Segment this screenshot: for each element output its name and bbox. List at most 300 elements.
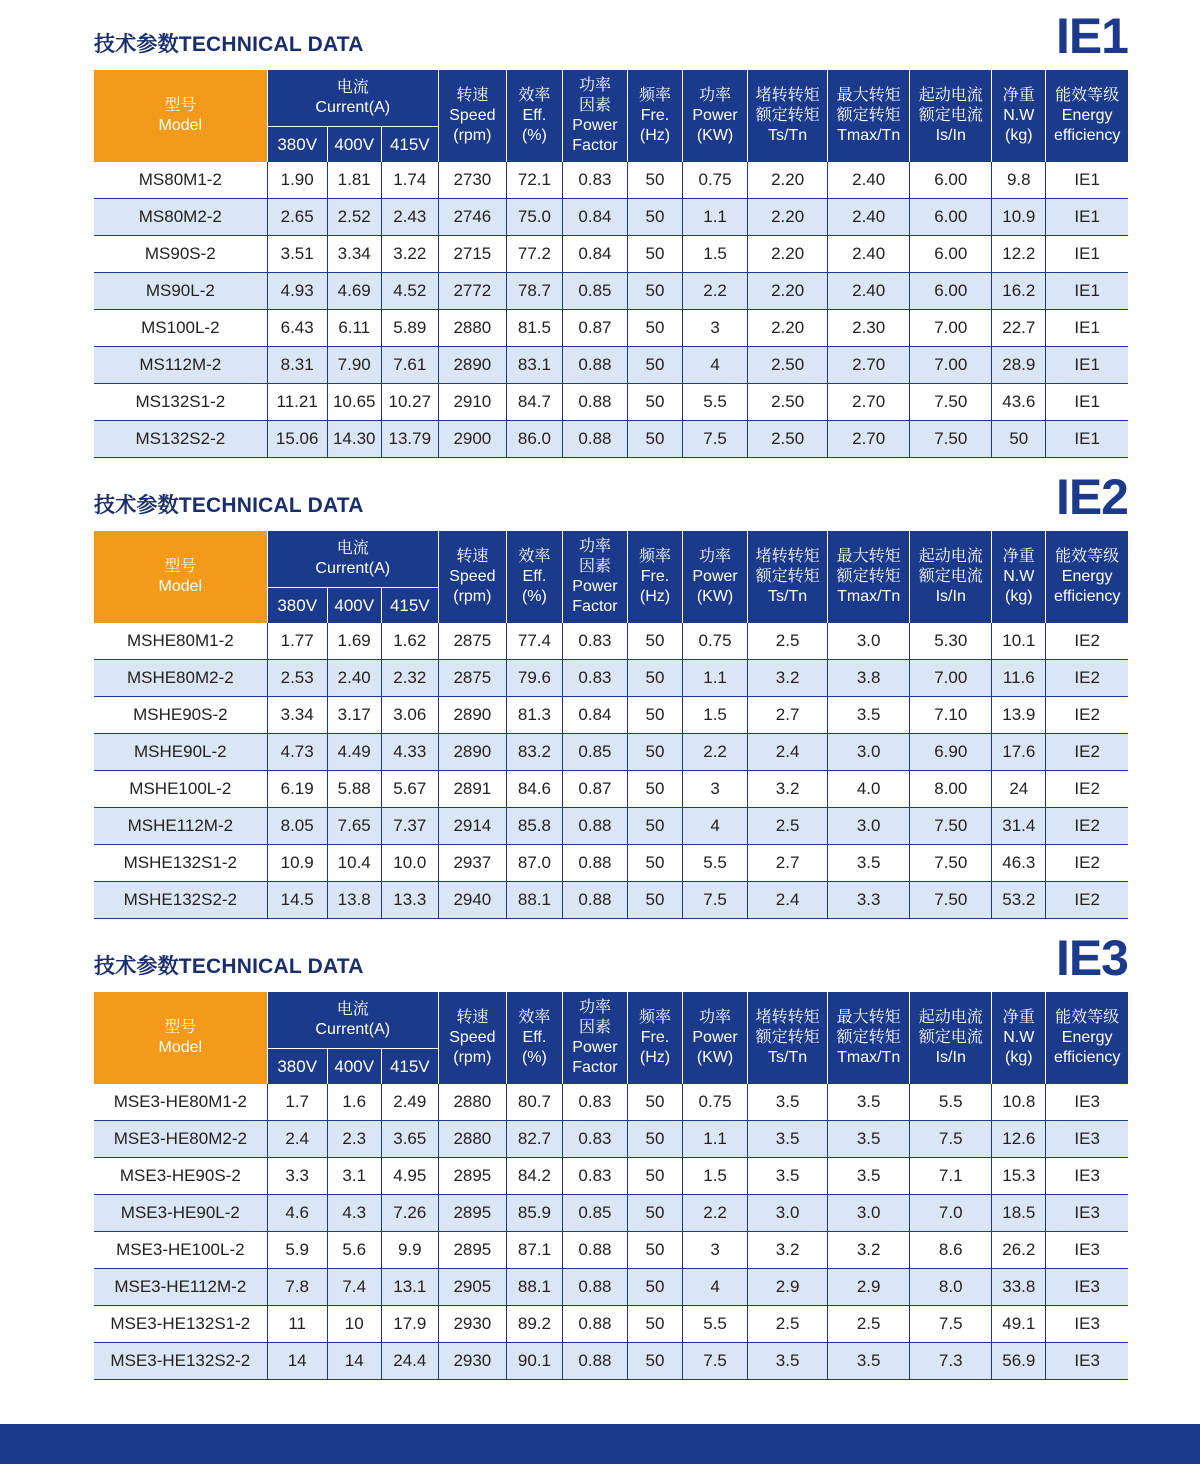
v415-cell: 5.89 — [381, 310, 438, 347]
eff-cell: 84.6 — [506, 771, 562, 808]
eff-cell: 85.9 — [506, 1195, 562, 1232]
v415-cell: 3.22 — [381, 236, 438, 273]
power-cell: 5.5 — [683, 845, 748, 882]
pf-cell: 0.88 — [562, 808, 627, 845]
freq-header-line: (Hz) — [639, 588, 671, 605]
pf-header-line: Factor — [572, 598, 618, 615]
tmax-header-line: 额定转矩 — [836, 107, 901, 124]
current-header-line: 电流 — [336, 540, 369, 557]
is-cell: 7.50 — [910, 845, 992, 882]
tmax-cell: 2.5 — [828, 1306, 910, 1343]
nw-cell: 9.8 — [992, 162, 1046, 199]
speed-cell: 2890 — [438, 347, 506, 384]
model-header-line: 型号 — [164, 1019, 197, 1036]
eff-header-line: 效率 — [518, 87, 551, 104]
v380-cell: 4.6 — [267, 1195, 327, 1232]
pf-cell: 0.84 — [562, 236, 627, 273]
v400-cell: 6.11 — [327, 310, 381, 347]
eff-header-line: (%) — [521, 127, 547, 144]
nw-header-line: 净重 — [1002, 1009, 1035, 1026]
v380-cell: 2.65 — [267, 199, 327, 236]
v380-cell: 8.31 — [267, 347, 327, 384]
table-row — [94, 421, 1128, 458]
is-header-line: 起动电流 — [918, 1009, 983, 1026]
speed-cell: 2900 — [438, 421, 506, 458]
pf-cell: 0.85 — [562, 273, 627, 310]
tmax-cell: 3.0 — [828, 623, 910, 660]
pf-header — [562, 70, 627, 162]
freq-cell: 50 — [627, 236, 682, 273]
nw-header-line: N.W — [1003, 568, 1035, 585]
energy-cell: IE2 — [1046, 660, 1128, 697]
table-row — [94, 1306, 1128, 1343]
current-header-line: 电流 — [336, 79, 369, 96]
nw-cell: 24 — [992, 771, 1046, 808]
ts-header-line: 额定转矩 — [755, 568, 820, 585]
energy-cell: IE3 — [1046, 1158, 1128, 1195]
is-cell: 6.00 — [910, 273, 992, 310]
model-cell: MSHE100L-2 — [94, 771, 267, 808]
nw-header-line: (kg) — [1005, 588, 1033, 605]
v400-cell: 2.40 — [327, 660, 381, 697]
energy-cell: IE1 — [1046, 384, 1128, 421]
model-header-line: Model — [158, 578, 203, 595]
eff-cell: 77.2 — [506, 236, 562, 273]
pf-header-line: 功率 — [578, 538, 611, 555]
speed-header-line: 转速 — [456, 1009, 489, 1026]
freq-cell: 50 — [627, 162, 682, 199]
v400-cell: 4.49 — [327, 734, 381, 771]
eff-cell: 79.6 — [506, 660, 562, 697]
pf-cell: 0.83 — [562, 1121, 627, 1158]
ts-cell: 2.20 — [748, 199, 828, 236]
v380-cell: 4.93 — [267, 273, 327, 310]
pf-cell: 0.88 — [562, 347, 627, 384]
table-row — [94, 1158, 1128, 1195]
footer-bar — [0, 1424, 1200, 1464]
current-header-line: Current(A) — [315, 1021, 391, 1038]
energy-cell: IE1 — [1046, 162, 1128, 199]
model-cell: MS112M-2 — [94, 347, 267, 384]
v380-cell: 3.34 — [267, 697, 327, 734]
power-cell: 0.75 — [683, 1084, 748, 1121]
nw-cell: 11.6 — [992, 660, 1046, 697]
tmax-cell: 3.5 — [828, 1343, 910, 1380]
speed-cell: 2880 — [438, 310, 506, 347]
v380-cell: 3.51 — [267, 236, 327, 273]
power-cell: 1.5 — [683, 697, 748, 734]
speed-cell: 2875 — [438, 660, 506, 697]
ts-header-line: 堵转转矩 — [755, 87, 820, 104]
v415-cell: 2.43 — [381, 199, 438, 236]
power-cell: 5.5 — [683, 1306, 748, 1343]
ts-header-line: 堵转转矩 — [755, 548, 820, 565]
voltage-header: 400V — [327, 588, 381, 624]
is-cell: 7.5 — [910, 1121, 992, 1158]
is-cell: 7.50 — [910, 808, 992, 845]
pf-cell: 0.84 — [562, 697, 627, 734]
model-cell: MS90S-2 — [94, 236, 267, 273]
is-header-line: Is/In — [935, 1049, 966, 1066]
ts-cell: 2.5 — [748, 1306, 828, 1343]
nw-header-line: N.W — [1003, 1029, 1035, 1046]
eff-header — [506, 70, 562, 162]
ts-cell: 2.7 — [748, 845, 828, 882]
table-row — [94, 1269, 1128, 1306]
pf-cell: 0.83 — [562, 1158, 627, 1195]
freq-header-line: (Hz) — [639, 127, 671, 144]
v415-cell: 4.52 — [381, 273, 438, 310]
energy-cell: IE2 — [1046, 808, 1128, 845]
section-title: 技术参数TECHNICAL DATA — [94, 494, 364, 517]
current-header-line: 电流 — [336, 1001, 369, 1018]
model-cell: MSE3-HE132S1-2 — [94, 1306, 267, 1343]
energy-header — [1046, 531, 1128, 623]
power-cell: 7.5 — [683, 421, 748, 458]
model-cell: MSE3-HE100L-2 — [94, 1232, 267, 1269]
ts-cell: 2.20 — [748, 273, 828, 310]
power-header — [683, 992, 748, 1084]
table-row — [94, 1084, 1128, 1121]
efficiency-class-badge: IE3 — [1055, 930, 1128, 986]
nw-cell: 56.9 — [992, 1343, 1046, 1380]
pf-header-line: 功率 — [578, 999, 611, 1016]
pf-cell: 0.83 — [562, 660, 627, 697]
v400-cell: 4.3 — [327, 1195, 381, 1232]
is-cell: 7.3 — [910, 1343, 992, 1380]
v380-cell: 2.4 — [267, 1121, 327, 1158]
is-cell: 7.00 — [910, 310, 992, 347]
freq-header-line: Fre. — [640, 1029, 670, 1046]
v400-cell: 14 — [327, 1343, 381, 1380]
voltage-header: 415V — [381, 588, 438, 624]
v380-cell: 1.77 — [267, 623, 327, 660]
is-cell: 7.10 — [910, 697, 992, 734]
power-cell: 7.5 — [683, 1343, 748, 1380]
model-cell: MSE3-HE90S-2 — [94, 1158, 267, 1195]
technical-data-table — [94, 992, 1128, 1380]
speed-cell: 2930 — [438, 1343, 506, 1380]
speed-header-line: Speed — [449, 1029, 496, 1046]
tmax-header — [828, 992, 910, 1084]
is-header — [910, 531, 992, 623]
power-header-line: Power — [692, 1029, 738, 1046]
tmax-cell: 3.0 — [828, 808, 910, 845]
table-row — [94, 882, 1128, 919]
nw-cell: 12.6 — [992, 1121, 1046, 1158]
ts-header-line: Ts/Tn — [768, 588, 808, 605]
nw-cell: 33.8 — [992, 1269, 1046, 1306]
freq-header-line: 频率 — [639, 87, 672, 104]
power-cell: 0.75 — [683, 162, 748, 199]
v380-cell: 14 — [267, 1343, 327, 1380]
voltage-header: 400V — [327, 127, 381, 163]
power-header — [683, 70, 748, 162]
speed-cell: 2715 — [438, 236, 506, 273]
nw-cell: 13.9 — [992, 697, 1046, 734]
eff-cell: 87.0 — [506, 845, 562, 882]
nw-cell: 43.6 — [992, 384, 1046, 421]
energy-cell: IE3 — [1046, 1343, 1128, 1380]
table-row — [94, 845, 1128, 882]
tmax-cell: 2.30 — [828, 310, 910, 347]
tmax-cell: 3.2 — [828, 1232, 910, 1269]
model-cell: MS132S1-2 — [94, 384, 267, 421]
pf-header — [562, 531, 627, 623]
eff-cell: 88.1 — [506, 1269, 562, 1306]
power-header-line: (KW) — [696, 588, 734, 605]
pf-cell: 0.88 — [562, 421, 627, 458]
energy-header-line: Energy — [1061, 107, 1113, 124]
power-cell: 1.5 — [683, 1158, 748, 1195]
energy-cell: IE2 — [1046, 623, 1128, 660]
ts-cell: 2.7 — [748, 697, 828, 734]
ts-cell: 2.5 — [748, 808, 828, 845]
nw-cell: 10.1 — [992, 623, 1046, 660]
speed-header-line: Speed — [449, 107, 496, 124]
technical-data-table — [94, 531, 1128, 919]
is-cell: 6.00 — [910, 199, 992, 236]
pf-cell: 0.87 — [562, 310, 627, 347]
power-cell: 4 — [683, 1269, 748, 1306]
ts-cell: 3.5 — [748, 1343, 828, 1380]
v380-cell: 4.73 — [267, 734, 327, 771]
freq-cell: 50 — [627, 384, 682, 421]
v380-cell: 6.19 — [267, 771, 327, 808]
pf-cell: 0.85 — [562, 1195, 627, 1232]
pf-cell: 0.88 — [562, 882, 627, 919]
v380-cell: 10.9 — [267, 845, 327, 882]
efficiency-class-badge: IE1 — [1055, 8, 1128, 64]
v415-cell: 7.26 — [381, 1195, 438, 1232]
v415-cell: 5.67 — [381, 771, 438, 808]
nw-cell: 10.8 — [992, 1084, 1046, 1121]
v400-cell: 1.81 — [327, 162, 381, 199]
v400-cell: 1.69 — [327, 623, 381, 660]
pf-header-line: 因素 — [578, 97, 611, 114]
power-header-line: 功率 — [699, 1009, 732, 1026]
table-row — [94, 236, 1128, 273]
is-cell: 8.00 — [910, 771, 992, 808]
power-cell: 2.2 — [683, 734, 748, 771]
v415-cell: 3.65 — [381, 1121, 438, 1158]
eff-cell: 88.1 — [506, 882, 562, 919]
v400-cell: 2.52 — [327, 199, 381, 236]
nw-header — [992, 992, 1046, 1084]
freq-header-line: Fre. — [640, 568, 670, 585]
model-cell: MSHE112M-2 — [94, 808, 267, 845]
tmax-header-line: Tmax/Tn — [837, 127, 901, 144]
energy-header-line: Energy — [1061, 1029, 1113, 1046]
eff-cell: 72.1 — [506, 162, 562, 199]
energy-header — [1046, 992, 1128, 1084]
tmax-cell: 2.70 — [828, 384, 910, 421]
eff-cell: 81.5 — [506, 310, 562, 347]
power-cell: 3 — [683, 771, 748, 808]
pf-cell: 0.84 — [562, 199, 627, 236]
model-cell: MSHE80M2-2 — [94, 660, 267, 697]
v380-cell: 1.7 — [267, 1084, 327, 1121]
model-header — [94, 70, 267, 162]
v400-cell: 5.88 — [327, 771, 381, 808]
speed-cell: 2895 — [438, 1158, 506, 1195]
table-row — [94, 273, 1128, 310]
power-cell: 1.5 — [683, 236, 748, 273]
nw-header-line: (kg) — [1005, 1049, 1033, 1066]
power-header-line: Power — [692, 107, 738, 124]
table-row — [94, 734, 1128, 771]
tmax-cell: 3.5 — [828, 1084, 910, 1121]
speed-cell: 2746 — [438, 199, 506, 236]
section-title: 技术参数TECHNICAL DATA — [94, 955, 364, 978]
table-row — [94, 771, 1128, 808]
ts-cell: 2.4 — [748, 882, 828, 919]
is-cell: 8.0 — [910, 1269, 992, 1306]
nw-cell: 10.9 — [992, 199, 1046, 236]
v400-cell: 3.17 — [327, 697, 381, 734]
power-cell: 0.75 — [683, 623, 748, 660]
energy-cell: IE3 — [1046, 1306, 1128, 1343]
energy-cell: IE1 — [1046, 236, 1128, 273]
speed-cell: 2937 — [438, 845, 506, 882]
is-cell: 7.0 — [910, 1195, 992, 1232]
is-header — [910, 70, 992, 162]
model-cell: MSE3-HE132S2-2 — [94, 1343, 267, 1380]
pf-header-line: Factor — [572, 1059, 618, 1076]
speed-header — [438, 531, 506, 623]
voltage-header: 380V — [267, 588, 327, 624]
energy-cell: IE3 — [1046, 1195, 1128, 1232]
v400-cell: 10.4 — [327, 845, 381, 882]
table-row — [94, 162, 1128, 199]
freq-cell: 50 — [627, 421, 682, 458]
table-row — [94, 310, 1128, 347]
pf-header-line: 因素 — [578, 558, 611, 575]
table-row — [94, 1232, 1128, 1269]
eff-cell: 85.8 — [506, 808, 562, 845]
v415-cell: 13.79 — [381, 421, 438, 458]
speed-cell: 2910 — [438, 384, 506, 421]
model-cell: MS90L-2 — [94, 273, 267, 310]
freq-cell: 50 — [627, 347, 682, 384]
speed-header-line: 转速 — [456, 548, 489, 565]
speed-cell: 2880 — [438, 1084, 506, 1121]
tmax-cell: 3.5 — [828, 1158, 910, 1195]
nw-cell: 53.2 — [992, 882, 1046, 919]
energy-header-line: 能效等级 — [1055, 548, 1120, 565]
speed-header-line: (rpm) — [453, 127, 492, 144]
is-cell: 7.00 — [910, 660, 992, 697]
freq-cell: 50 — [627, 734, 682, 771]
voltage-header: 380V — [267, 127, 327, 163]
freq-header — [627, 992, 682, 1084]
power-cell: 4 — [683, 347, 748, 384]
power-cell: 4 — [683, 808, 748, 845]
nw-cell: 49.1 — [992, 1306, 1046, 1343]
freq-cell: 50 — [627, 1343, 682, 1380]
ts-cell: 2.20 — [748, 162, 828, 199]
v415-cell: 1.62 — [381, 623, 438, 660]
pf-header-line: 功率 — [578, 77, 611, 94]
tmax-cell: 2.40 — [828, 199, 910, 236]
table-row — [94, 660, 1128, 697]
ts-header-line: Ts/Tn — [768, 127, 808, 144]
energy-cell: IE2 — [1046, 771, 1128, 808]
is-header-line: Is/In — [935, 127, 966, 144]
ts-cell: 2.50 — [748, 421, 828, 458]
v380-cell: 8.05 — [267, 808, 327, 845]
pf-cell: 0.87 — [562, 771, 627, 808]
energy-header-line: efficiency — [1053, 127, 1121, 144]
v400-cell: 14.30 — [327, 421, 381, 458]
tmax-cell: 2.70 — [828, 347, 910, 384]
power-header-line: (KW) — [696, 1049, 734, 1066]
energy-header-line: 能效等级 — [1055, 87, 1120, 104]
nw-header — [992, 531, 1046, 623]
speed-cell: 2914 — [438, 808, 506, 845]
tmax-header-line: 额定转矩 — [836, 568, 901, 585]
nw-cell: 22.7 — [992, 310, 1046, 347]
eff-header — [506, 531, 562, 623]
v400-cell: 10 — [327, 1306, 381, 1343]
v380-cell: 3.3 — [267, 1158, 327, 1195]
pf-cell: 0.88 — [562, 845, 627, 882]
is-cell: 7.00 — [910, 347, 992, 384]
model-cell: MS80M1-2 — [94, 162, 267, 199]
speed-cell: 2895 — [438, 1195, 506, 1232]
freq-cell: 50 — [627, 845, 682, 882]
voltage-header: 415V — [381, 127, 438, 163]
freq-header — [627, 70, 682, 162]
v415-cell: 17.9 — [381, 1306, 438, 1343]
is-cell: 7.5 — [910, 1306, 992, 1343]
energy-header-line: Energy — [1061, 568, 1113, 585]
v380-cell: 1.90 — [267, 162, 327, 199]
eff-header-line: Eff. — [522, 568, 547, 585]
power-cell: 3 — [683, 1232, 748, 1269]
ts-header — [748, 531, 828, 623]
speed-cell: 2890 — [438, 697, 506, 734]
tmax-cell: 3.8 — [828, 660, 910, 697]
eff-header — [506, 992, 562, 1084]
freq-cell: 50 — [627, 1232, 682, 1269]
tmax-header-line: Tmax/Tn — [837, 588, 901, 605]
freq-cell: 50 — [627, 808, 682, 845]
ts-header-line: 堵转转矩 — [755, 1009, 820, 1026]
is-cell: 5.5 — [910, 1084, 992, 1121]
pf-cell: 0.88 — [562, 384, 627, 421]
power-cell: 5.5 — [683, 384, 748, 421]
model-cell: MSE3-HE90L-2 — [94, 1195, 267, 1232]
v380-cell: 11 — [267, 1306, 327, 1343]
is-cell: 6.90 — [910, 734, 992, 771]
eff-cell: 84.7 — [506, 384, 562, 421]
model-header-line: 型号 — [164, 97, 197, 114]
current-header — [267, 70, 438, 127]
energy-cell: IE2 — [1046, 697, 1128, 734]
pf-header-line: Power — [572, 1039, 618, 1056]
tmax-header — [828, 531, 910, 623]
speed-cell: 2880 — [438, 1121, 506, 1158]
power-header-line: Power — [692, 568, 738, 585]
nw-header-line: 净重 — [1002, 548, 1035, 565]
tmax-cell: 2.70 — [828, 421, 910, 458]
tmax-header-line: 最大转矩 — [836, 548, 901, 565]
power-cell: 3 — [683, 310, 748, 347]
v415-cell: 24.4 — [381, 1343, 438, 1380]
energy-cell: IE2 — [1046, 882, 1128, 919]
model-cell: MSE3-HE80M1-2 — [94, 1084, 267, 1121]
